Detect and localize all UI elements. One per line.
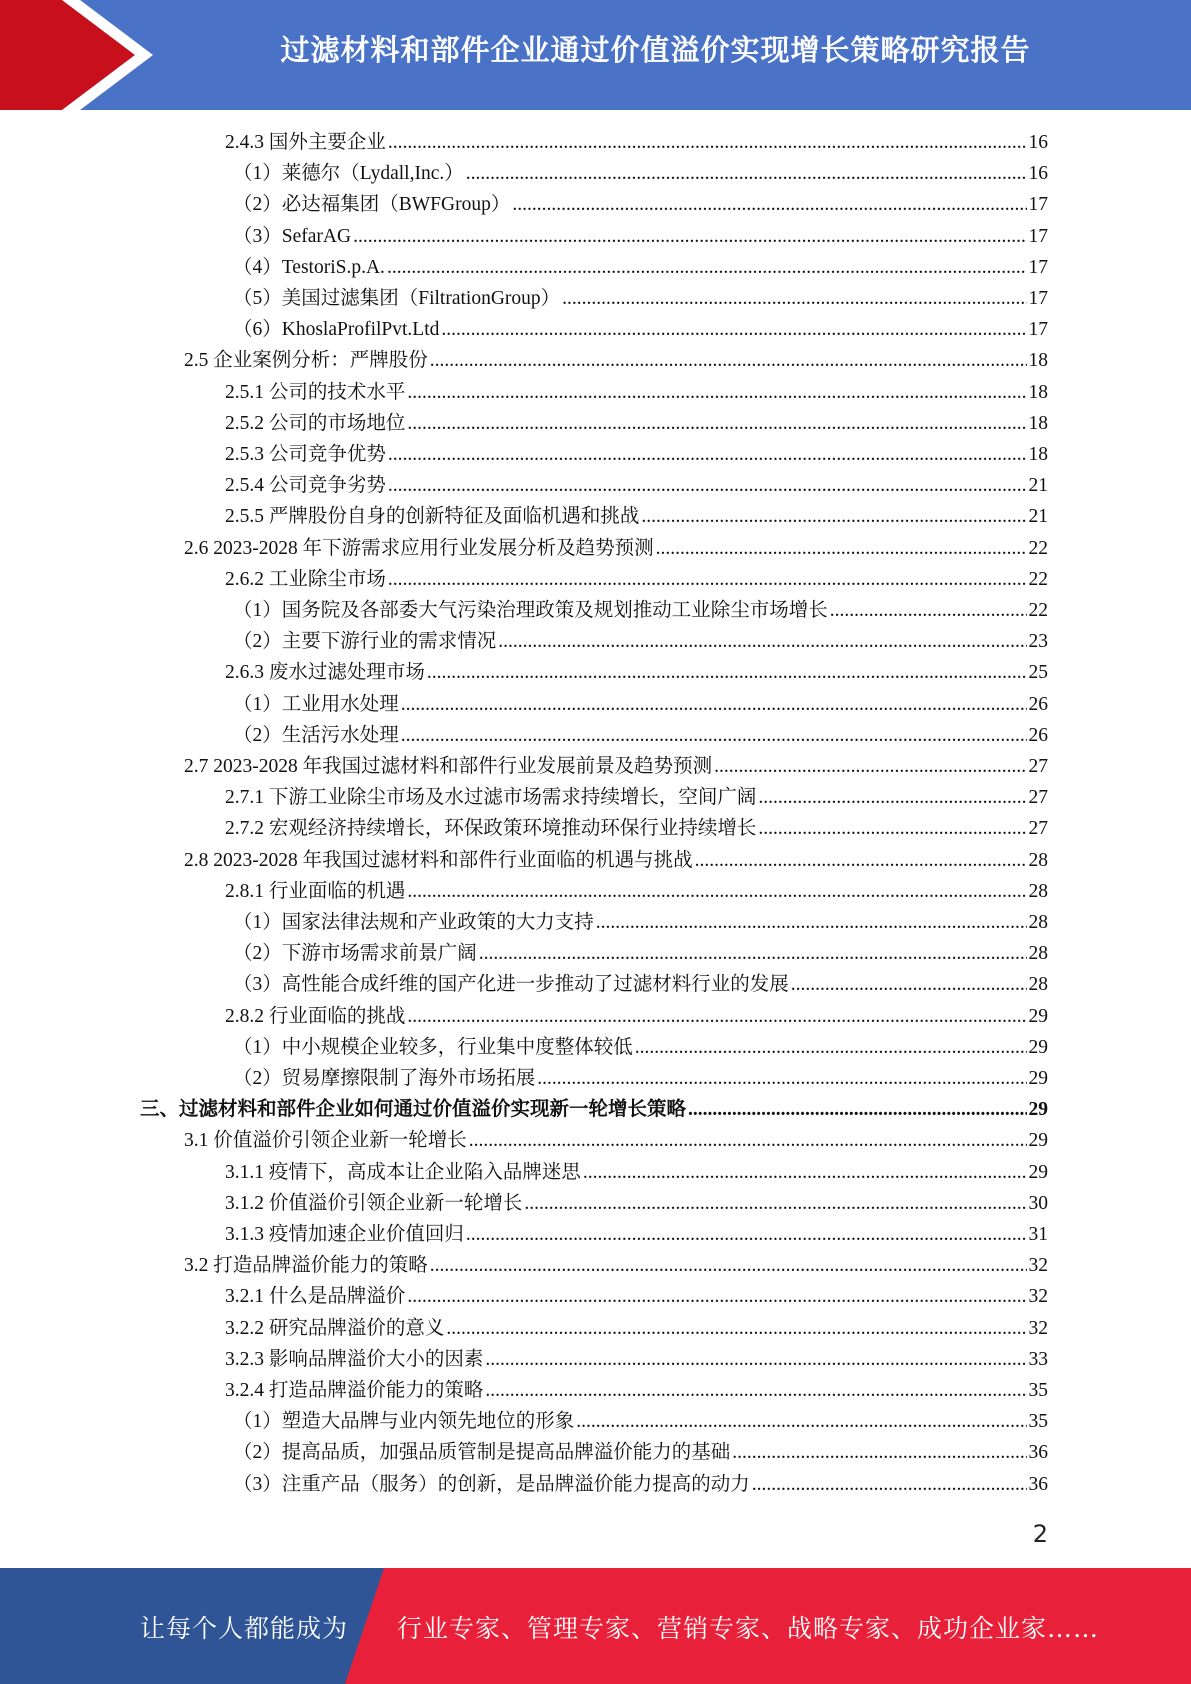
toc-dot-leader (714, 751, 1026, 782)
toc-dot-leader (388, 564, 1027, 595)
toc-entry[interactable] (225, 1313, 1048, 1344)
toc-entry-title: （4）TestoriS.p.A. (233, 256, 385, 278)
toc-entry-page: 22 (1028, 600, 1048, 621)
toc-entry[interactable] (233, 252, 1048, 283)
toc-entry[interactable] (184, 533, 1048, 564)
toc-entry-page: 22 (1028, 537, 1048, 559)
toc-entry-title: （2）提高品质，加强品质管制是提高品牌溢价能力的基础 (233, 1442, 731, 1464)
toc-entry-page: 28 (1028, 880, 1048, 902)
toc-dot-leader (583, 1157, 1027, 1188)
toc-entry[interactable] (233, 314, 1048, 345)
toc-dot-leader (596, 907, 1027, 938)
toc-dot-leader (635, 1032, 1027, 1063)
toc-entry-title: （2）主要下游行业的需求情况 (233, 631, 497, 653)
toc-entry-page: 29 (1028, 1130, 1048, 1152)
report-title: 过滤材料和部件企业通过价值溢价实现增长策略研究报告 (280, 33, 1031, 67)
toc-entry-page: 25 (1028, 662, 1048, 684)
toc-entry-page: 16 (1028, 163, 1048, 185)
toc-entry[interactable] (233, 689, 1048, 720)
toc-entry-title: （3）高性能合成纤维的国产化进一步推动了过滤材料行业的发展 (233, 974, 789, 996)
toc-dot-leader (387, 252, 1027, 283)
toc-entry[interactable] (184, 751, 1048, 782)
toc-entry-page: 17 (1028, 256, 1048, 278)
toc-dot-leader (388, 439, 1027, 470)
toc-entry[interactable] (233, 595, 1048, 626)
toc-entry[interactable] (225, 813, 1048, 844)
toc-entry[interactable] (225, 782, 1048, 813)
toc-dot-leader (466, 1219, 1027, 1250)
toc-entry[interactable] (184, 1125, 1048, 1156)
toc-entry-title: 2.7.1 下游工业除尘市场及水过滤市场需求持续增长，空间广阔 (225, 787, 757, 809)
toc-entry-page: 36 (1028, 1473, 1048, 1495)
page-number: 2 (1032, 1520, 1048, 1548)
toc-dot-leader (353, 221, 1026, 252)
toc-dot-leader (407, 1001, 1026, 1032)
toc-entry[interactable] (233, 283, 1048, 314)
toc-entry-title: 2.8.1 行业面临的机遇 (225, 880, 406, 902)
toc-entry[interactable] (225, 408, 1048, 439)
toc-entry[interactable] (225, 377, 1048, 408)
toc-entry-page: 21 (1028, 475, 1048, 497)
toc-entry-page: 29 (1028, 1099, 1048, 1121)
toc-entry-title: 2.5.5 严牌股份自身的创新特征及面临机遇和挑战 (225, 506, 640, 528)
toc-entry[interactable] (225, 1375, 1048, 1406)
toc-dot-leader (388, 470, 1027, 501)
toc-dot-leader (407, 408, 1026, 439)
toc-entry-page: 28 (1028, 943, 1048, 965)
toc-dot-leader (524, 1188, 1026, 1219)
toc-entry-title: 2.5 企业案例分析：严牌股份 (184, 350, 428, 372)
toc-dot-leader (469, 1125, 1027, 1156)
toc-entry[interactable] (233, 1406, 1048, 1437)
toc-entry-title: 3.2.2 研究品牌溢价的意义 (225, 1317, 445, 1339)
toc-entry-title: （3）注重产品（服务）的创新，是品牌溢价能力提高的动力 (233, 1473, 750, 1495)
toc-entry[interactable] (225, 470, 1048, 501)
toc-entry[interactable] (225, 657, 1048, 688)
toc-dot-leader (758, 813, 1026, 844)
toc-entry-title: （1）国家法律法规和产业政策的大力支持 (233, 912, 594, 933)
toc-entry-title: 2.5.3 公司竞争优势 (225, 444, 386, 465)
toc-entry-page: 27 (1028, 818, 1048, 840)
toc-entry-title: （5）美国过滤集团（FiltrationGroup） (233, 288, 561, 309)
toc-entry-title: 2.5.2 公司的市场地位 (225, 412, 406, 434)
toc-entry-title: 3.2.3 影响品牌溢价大小的因素 (225, 1348, 484, 1370)
toc-dot-leader (466, 158, 1027, 189)
toc-entry-title: 3.1.2 价值溢价引领企业新一轮增长 (225, 1192, 523, 1214)
toc-entry-page: 27 (1028, 756, 1048, 777)
toc-entry-title: 2.6 2023-2028 年下游需求应用行业发展分析及趋势预测 (184, 537, 654, 559)
toc-dot-leader (388, 127, 1027, 158)
toc-entry-title: 2.7 2023-2028 年我国过滤材料和部件行业发展前景及趋势预测 (184, 756, 713, 777)
toc-entry-page: 23 (1028, 631, 1048, 653)
toc-entry-title: 三、过滤材料和部件企业如何通过价值溢价实现新一轮增长策略 (140, 1099, 687, 1121)
toc-dot-leader (441, 314, 1026, 345)
toc-entry-page: 16 (1028, 132, 1048, 153)
toc-entry[interactable] (225, 1157, 1048, 1188)
toc-entry-title: （1）国务院及各部委大气污染治理政策及规划推动工业除尘市场增长 (233, 600, 828, 621)
toc-entry[interactable] (233, 158, 1048, 189)
toc-dot-leader (407, 377, 1026, 408)
toc-entry-page: 28 (1028, 912, 1048, 933)
toc-entry-title: 2.5.4 公司竞争劣势 (225, 475, 386, 497)
toc-dot-leader (401, 689, 1027, 720)
toc-entry-page: 28 (1028, 974, 1048, 996)
toc-entry-page: 29 (1028, 1161, 1048, 1183)
toc-entry-page: 18 (1028, 412, 1048, 434)
toc-entry-title: （1）中小规模企业较多，行业集中度整体较低 (233, 1036, 633, 1058)
toc-entry-page: 30 (1028, 1192, 1048, 1214)
toc-entry[interactable] (233, 1063, 1048, 1094)
toc-entry-page: 29 (1028, 1068, 1048, 1089)
toc-entry[interactable] (184, 345, 1048, 376)
toc-dot-leader (641, 501, 1026, 532)
toc-entry-page: 18 (1028, 381, 1048, 403)
toc-entry-title: 3.2.4 打造品牌溢价能力的策略 (225, 1380, 484, 1401)
toc-dot-leader (479, 938, 1027, 969)
toc-entry-page: 22 (1028, 568, 1048, 590)
toc-entry[interactable] (233, 720, 1048, 751)
toc-entry-title: （2）下游市场需求前景广阔 (233, 943, 477, 965)
toc-dot-leader (401, 720, 1027, 751)
toc-entry[interactable] (233, 907, 1048, 938)
toc-dot-leader (430, 1250, 1027, 1281)
toc-entry-page: 32 (1028, 1255, 1048, 1277)
toc-dot-leader (688, 1094, 1026, 1125)
toc-dot-leader (512, 189, 1026, 220)
toc-entry-page: 18 (1028, 350, 1048, 372)
toc-dot-leader (695, 845, 1027, 876)
page-header (0, 0, 1191, 110)
toc-dot-leader (752, 1469, 1027, 1500)
toc-entry[interactable] (225, 1344, 1048, 1375)
toc-dot-leader (562, 283, 1026, 314)
toc-entry-title: （1）工业用水处理 (233, 693, 399, 715)
toc-entry-title: 3.1.1 疫情下，高成本让企业陷入品牌迷思 (225, 1161, 581, 1183)
toc-entry-title: （1）莱德尔（Lydall,Inc.） (233, 163, 464, 185)
toc-entry-page: 26 (1028, 724, 1048, 746)
toc-entry-title: 3.2 打造品牌溢价能力的策略 (184, 1255, 428, 1277)
toc-entry[interactable] (184, 845, 1048, 876)
toc-entry[interactable] (233, 221, 1048, 252)
toc-entry-title: 3.1 价值溢价引领企业新一轮增长 (184, 1130, 467, 1152)
toc-entry[interactable] (225, 564, 1048, 595)
toc-entry-title: 2.8.2 行业面临的挑战 (225, 1005, 406, 1027)
toc-entry-page: 35 (1028, 1380, 1048, 1401)
toc-entry[interactable] (184, 1250, 1048, 1281)
toc-entry-page: 17 (1028, 319, 1048, 341)
toc-entry-title: （3）SefarAG (233, 225, 352, 247)
toc-entry-page: 18 (1028, 444, 1048, 465)
toc-entry-page: 17 (1028, 194, 1048, 216)
toc-entry-page: 35 (1028, 1411, 1048, 1433)
toc-entry-title: （2）生活污水处理 (233, 724, 399, 746)
toc-entry-title: （1）塑造大品牌与业内领先地位的形象 (233, 1411, 575, 1433)
toc-entry-title: （2）必达福集团（BWFGroup） (233, 194, 511, 216)
toc-entry[interactable] (233, 189, 1048, 220)
toc-entry[interactable] (233, 1469, 1048, 1500)
toc-dot-leader (407, 1281, 1026, 1312)
toc-entry[interactable] (233, 938, 1048, 969)
toc-entry-title: （2）贸易摩擦限制了海外市场拓展 (233, 1068, 536, 1089)
toc-dot-leader (498, 626, 1026, 657)
toc-dot-leader (430, 345, 1027, 376)
toc-dot-leader (427, 657, 1027, 688)
toc-entry[interactable] (233, 1032, 1048, 1063)
toc-entry[interactable] (225, 1219, 1048, 1250)
toc-entry-title: （6）KhoslaProfilPvt.Ltd (233, 319, 440, 341)
toc-dot-leader (446, 1313, 1026, 1344)
toc-entry-page: 17 (1028, 225, 1048, 247)
toc-dot-leader (830, 595, 1027, 626)
toc-entry-page: 33 (1028, 1348, 1048, 1370)
toc-entry-page: 26 (1028, 693, 1048, 715)
toc-entry-page: 31 (1028, 1224, 1048, 1245)
toc-entry-title: 2.4.3 国外主要企业 (225, 132, 386, 153)
page-footer (0, 1568, 1191, 1684)
toc-entry[interactable] (225, 501, 1048, 532)
toc-entry-title: 2.6.2 工业除尘市场 (225, 568, 386, 590)
toc-entry-title: 3.1.3 疫情加速企业价值回归 (225, 1224, 464, 1245)
toc-entry-page: 21 (1028, 506, 1048, 528)
toc-entry-page: 29 (1028, 1005, 1048, 1027)
toc-entry[interactable] (225, 1001, 1048, 1032)
footer-slogan-right: 行业专家、管理专家、营销专家、战略专家、成功企业家…… (397, 1614, 1100, 1643)
toc-entry-title: 2.5.1 公司的技术水平 (225, 381, 406, 403)
toc-entry[interactable] (225, 1281, 1048, 1312)
toc-entry[interactable] (233, 626, 1048, 657)
toc-dot-leader (537, 1063, 1026, 1094)
toc-dot-leader (485, 1344, 1026, 1375)
toc-dot-leader (791, 969, 1027, 1000)
toc-entry-title: 2.6.3 废水过滤处理市场 (225, 662, 425, 684)
toc-entry-page: 29 (1028, 1036, 1048, 1058)
toc-entry[interactable] (225, 127, 1048, 158)
toc-entry-title: 2.8 2023-2028 年我国过滤材料和部件行业面临的机遇与挑战 (184, 849, 693, 871)
toc-entry[interactable] (233, 1437, 1048, 1468)
toc-dot-leader (407, 876, 1026, 907)
toc-entry-title: 2.7.2 宏观经济持续增长，环保政策环境推动环保行业持续增长 (225, 818, 757, 840)
toc-dot-leader (485, 1375, 1026, 1406)
footer-slogan-left: 让每个人都能成为 (140, 1614, 349, 1643)
toc-entry-page: 17 (1028, 288, 1048, 309)
toc-entry-page: 32 (1028, 1317, 1048, 1339)
toc-entry-page: 32 (1028, 1286, 1048, 1308)
toc-dot-leader (758, 782, 1026, 813)
toc-dot-leader (732, 1437, 1026, 1468)
toc-dot-leader (576, 1406, 1026, 1437)
toc-entry[interactable] (233, 969, 1048, 1000)
toc-dot-leader (656, 533, 1027, 564)
toc-entry[interactable] (140, 1094, 1048, 1125)
toc-entry-page: 28 (1028, 849, 1048, 871)
toc-entry-page: 27 (1028, 787, 1048, 809)
toc-entry[interactable] (225, 1188, 1048, 1219)
toc-entry-page: 36 (1028, 1442, 1048, 1464)
toc-entry[interactable] (225, 439, 1048, 470)
toc-entry[interactable] (225, 876, 1048, 907)
toc-entry-title: 3.2.1 什么是品牌溢价 (225, 1286, 406, 1308)
